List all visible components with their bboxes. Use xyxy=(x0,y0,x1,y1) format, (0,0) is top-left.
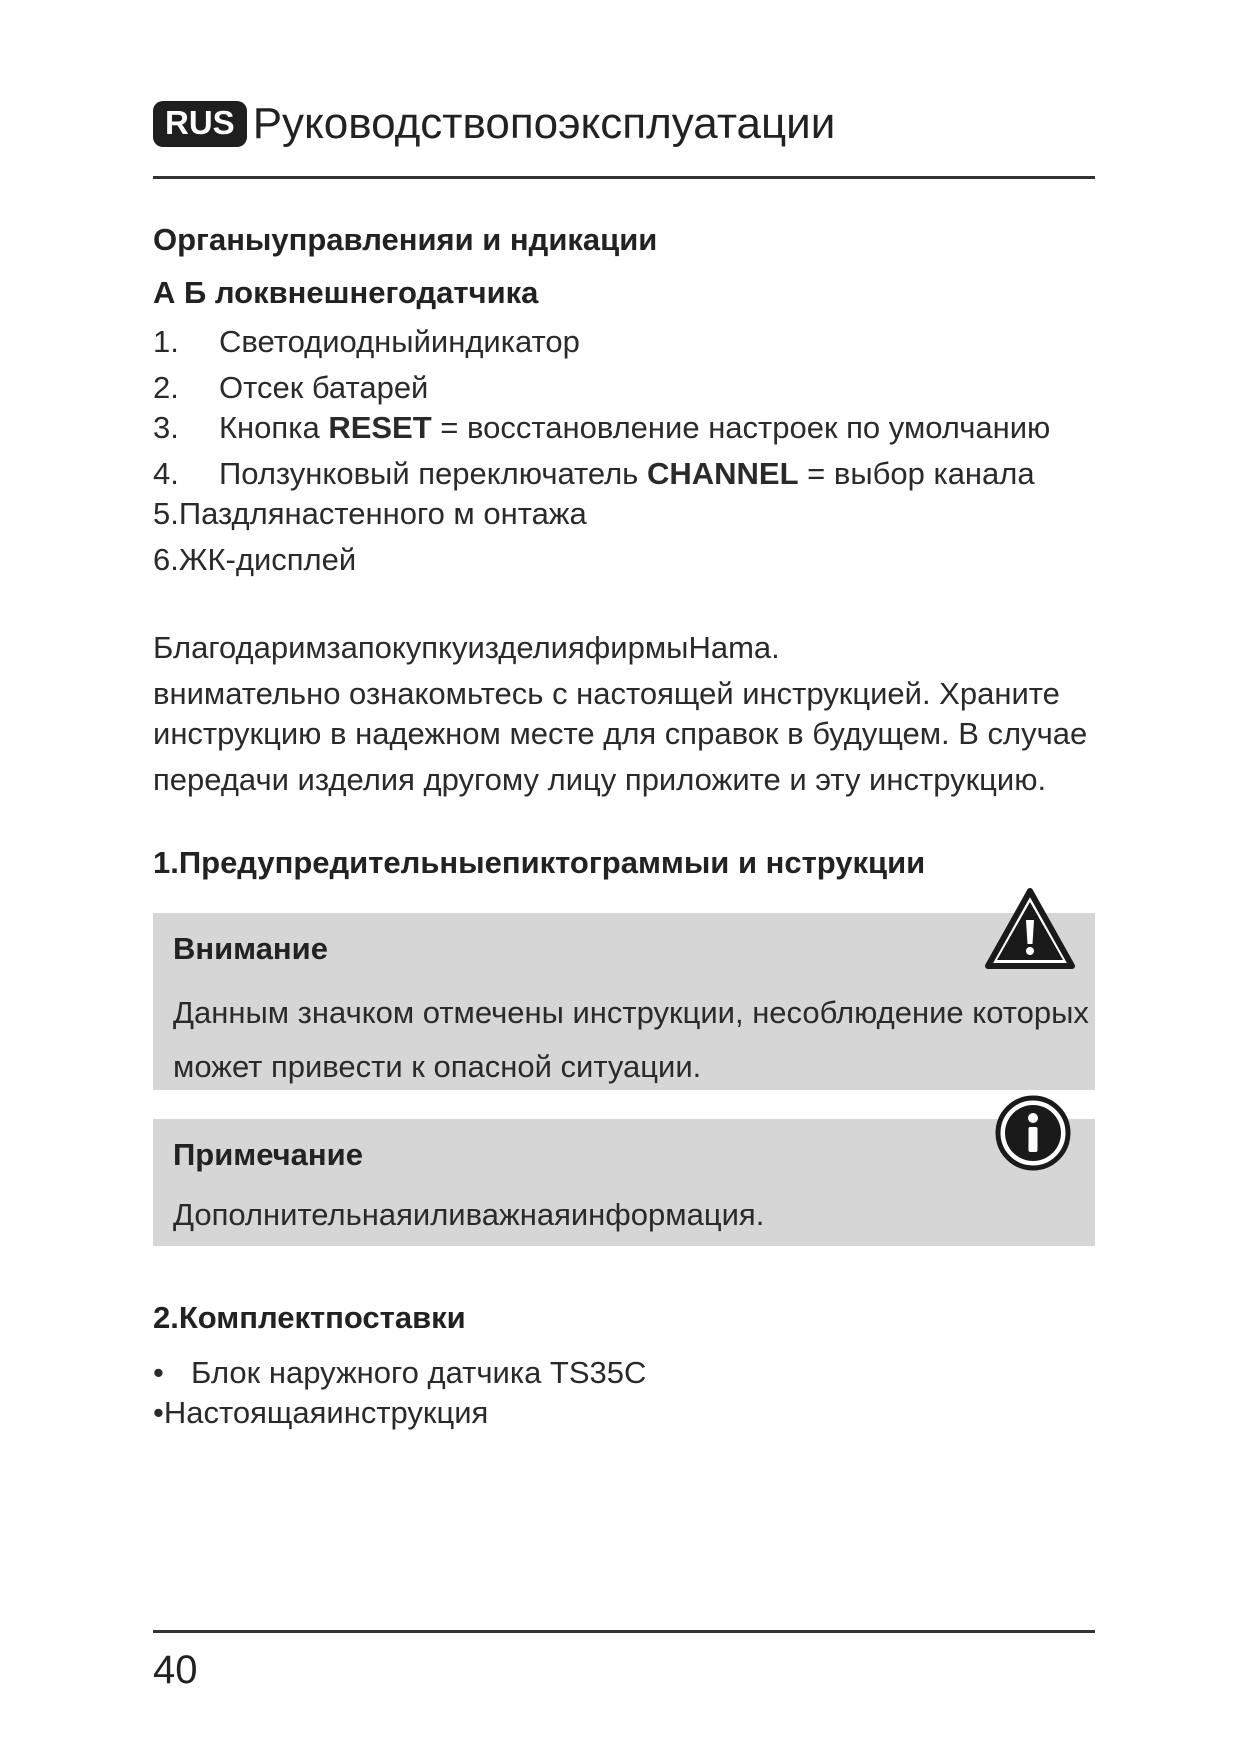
list-item: 5.Паздлянастенного м онтажа xyxy=(153,496,587,531)
sensor-subheading: А Б локвнешнегодатчика xyxy=(153,275,539,310)
warning-text-line: может привести к опасной ситуации. xyxy=(173,1049,702,1084)
intro-line: передачи изделия другому лицу приложите и эту инструкцию. xyxy=(153,762,1047,797)
page-header xyxy=(153,94,835,154)
list-item xyxy=(153,324,580,360)
controls-heading: Органыуправленияи и ндикации xyxy=(153,222,658,257)
note-title: Примечание xyxy=(173,1137,363,1172)
list-item-text-post: = восстановление настроек по умолчанию xyxy=(431,410,1051,445)
bullet-marker: • xyxy=(153,1355,164,1390)
warning-box xyxy=(153,913,1095,1090)
list-item: •Настоящаяинструкция xyxy=(153,1395,489,1430)
list-item-text-post: = выбор канала xyxy=(798,456,1035,491)
list-item-text-pre: Кнопка xyxy=(219,410,329,445)
list-item-number: 1. xyxy=(153,324,179,359)
list-item-number: 4. xyxy=(153,456,179,491)
list-item-number: 2. xyxy=(153,370,179,405)
intro-line: БлагодаримзапокупкуизделияфирмыHama. xyxy=(153,630,780,665)
list-item-text-pre: Ползунковый переключатель xyxy=(219,456,647,491)
note-box xyxy=(153,1119,1095,1246)
header-divider xyxy=(153,176,1095,179)
list-item xyxy=(153,1355,646,1391)
reset-label: RESET xyxy=(328,410,432,445)
section2-heading: 2.Комплектпоставки xyxy=(153,1300,466,1335)
footer-divider xyxy=(153,1630,1095,1633)
list-item-text: Блок наружного датчика TS35C xyxy=(191,1355,647,1390)
list-item-number: 3. xyxy=(153,410,179,445)
list-item xyxy=(153,370,428,406)
list-item-text: Отсек батарей xyxy=(219,370,429,405)
list-item xyxy=(153,456,1035,492)
note-text-line: Дополнительнаяиливажнаяинформация. xyxy=(173,1197,765,1232)
page-number: 40 xyxy=(153,1648,198,1692)
warning-text-line: Данным значком отмечены инструкции, несоблюдение которых xyxy=(173,995,1089,1030)
list-item xyxy=(153,410,1050,446)
warning-triangle-icon xyxy=(985,888,1075,970)
info-circle-icon xyxy=(995,1095,1071,1171)
language-badge: RUS xyxy=(153,101,247,147)
manual-title: Руководствопоэксплуатации xyxy=(252,99,836,148)
channel-label: CHANNEL xyxy=(646,456,799,491)
intro-line: внимательно ознакомьтесь с настоящей инструкцией. Храните xyxy=(153,676,1060,711)
section1-heading: 1.Предупредительныепиктограммыи и нструкции xyxy=(153,845,926,880)
intro-line: инструкцию в надежном месте для справок в будущем. В случае xyxy=(153,716,1088,751)
list-item-text: Светодиодныйиндикатор xyxy=(219,324,580,359)
list-item: 6.ЖК-дисплей xyxy=(153,542,357,577)
warning-title: Внимание xyxy=(173,931,328,966)
